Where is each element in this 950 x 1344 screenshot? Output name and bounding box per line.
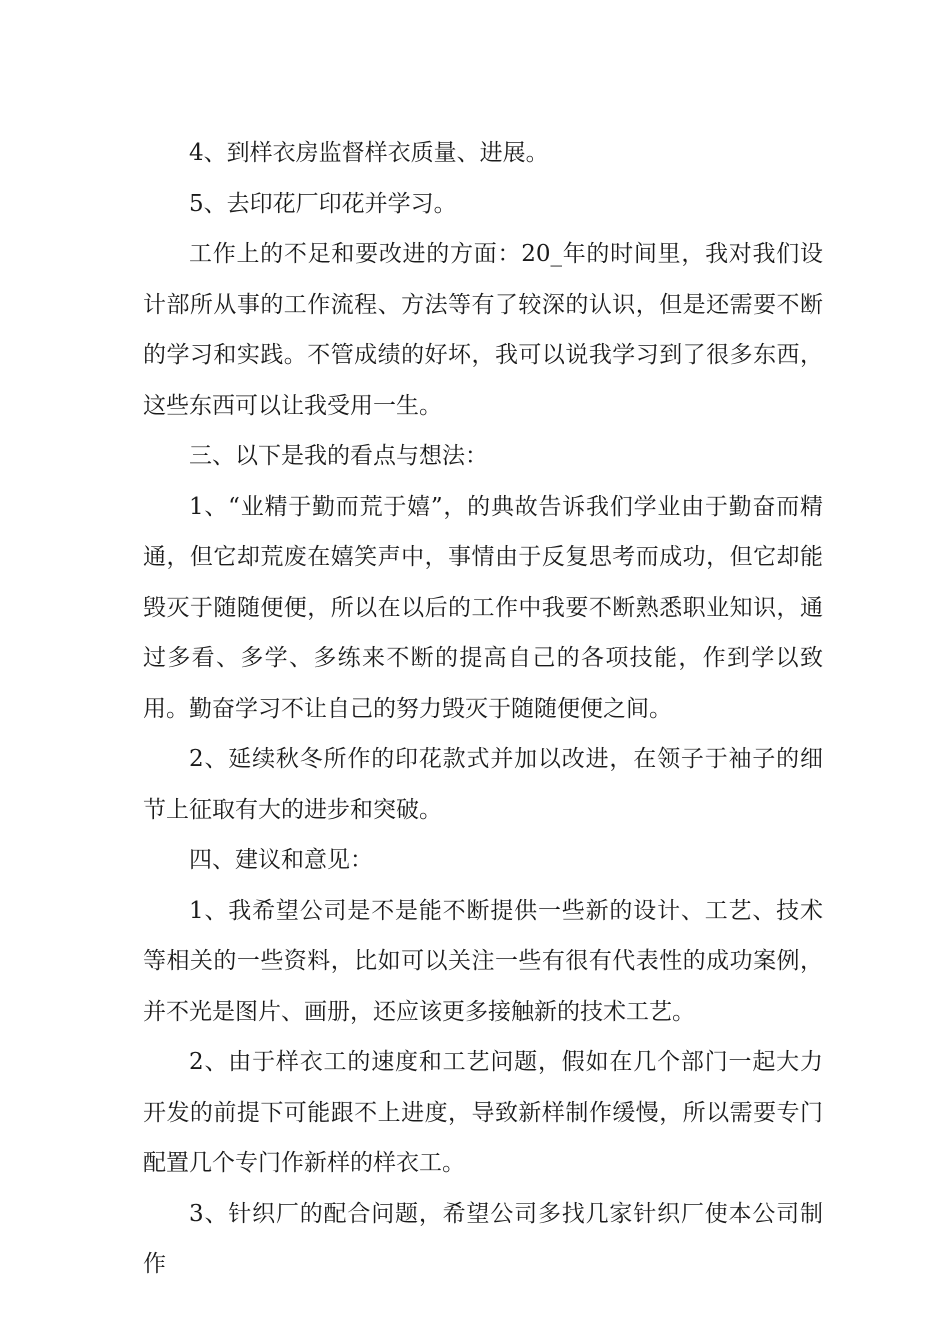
- paragraph-suggestion-1: 1、我希望公司是不是能不断提供一些新的设计、工艺、技术等相关的一些资料，比如可以关注一些有很有代表性的成功案例，并不光是图片、画册，还应该更多接触新的技术工艺。: [143, 897, 823, 1025]
- paragraph-view-2: 2、延续秋冬所作的印花款式并加以改进，在领子于袖子的细节上征取有大的进步和突破。: [143, 746, 823, 823]
- paragraph-view-1: 1、“业精于勤而荒于嬉”，的典故告诉我们学业由于勤奋而精通，但它却荒废在嬉笑声中，事情由于反复思考而成功，但它却能毁灭于随随便便，所以在以后的工作中我要不断熟悉职业知识，通过多看、多学、多练来不断的提高自己的各项技能，作到学以致用。勤奋学习不让自己的努力毁灭于随随便便之间。: [143, 493, 823, 722]
- paragraph-suggestion-2: 2、由于样衣工的速度和工艺问题，假如在几个部门一起大力开发的前提下可能跟不上进度，导致新样制作缓慢，所以需要专门配置几个专门作新样的样衣工。: [143, 1049, 823, 1176]
- paragraph-shortcomings: 工作上的不足和要改进的方面：20_年的时间里，我对我们设计部所从事的工作流程、方法等有了较深的认识，但是还需要不断的学习和实践。不管成绩的好坏，我可以说我学习到了很多东西，这些东西可以让我受用一生。: [143, 241, 823, 419]
- paragraph-suggestion-3: 3、针织厂的配合问题，希望公司多找几家针织厂使本公司制作: [143, 1200, 823, 1277]
- section-heading-views: 三、以下是我的看点与想法：: [189, 443, 488, 469]
- section-heading-suggestions: 四、建议和意见：: [189, 847, 373, 873]
- paragraph-item-4: 4、到样衣房监督样衣质量、进展。: [189, 140, 549, 166]
- paragraph-item-5: 5、去印花厂印花并学习。: [189, 190, 457, 217]
- document-body: [143, 128, 823, 1290]
